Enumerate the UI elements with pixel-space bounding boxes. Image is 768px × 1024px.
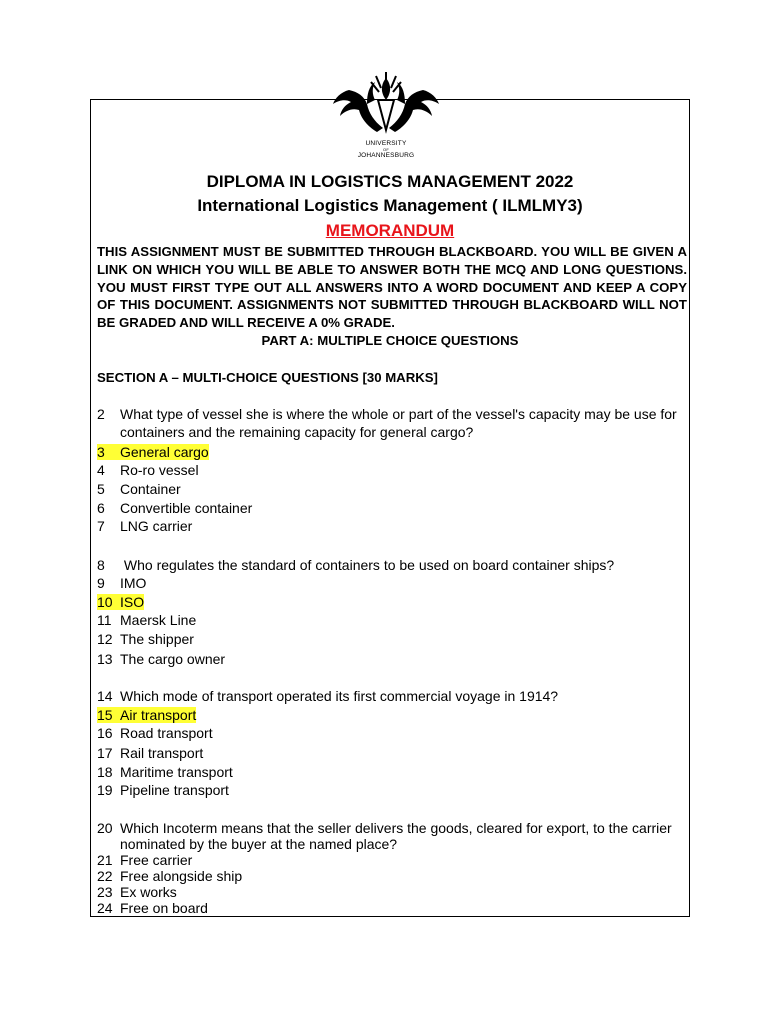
option-item: [97, 611, 687, 629]
option-text-correct: ISO: [120, 594, 145, 610]
option-item: [97, 443, 687, 461]
option-item: [97, 781, 687, 799]
document-title: DIPLOMA IN LOGISTICS MANAGEMENT 2022: [206, 172, 574, 191]
option-text: LNG carrier: [120, 518, 193, 534]
question-item: [97, 687, 687, 705]
option-number: 18: [97, 764, 113, 780]
question-text: Which Incoterm means that the seller delivers the goods, cleared for export, to the carrier nominated by the buyer at the named place?: [120, 820, 672, 852]
question-number: 2: [97, 406, 105, 422]
question-item: [97, 405, 687, 441]
option-number: 13: [97, 651, 113, 667]
option-number: 9: [97, 575, 105, 591]
option-number: 10: [97, 594, 113, 610]
option-item: [97, 900, 687, 916]
option-item: [97, 744, 687, 762]
option-text-correct: General cargo: [120, 444, 209, 460]
option-number: 5: [97, 481, 105, 497]
option-text: Convertible container: [120, 500, 253, 516]
option-item: [97, 884, 687, 900]
question-item: [97, 556, 687, 574]
submission-notice: THIS ASSIGNMENT MUST BE SUBMITTED THROUGH BLACKBOARD. YOU WILL BE GIVEN A LINK ON WHICH YOU WILL BE ABLE TO ANSWER BOTH THE MCQ AND LONG QUESTIONS. YOU MUST FIRST TYPE OUT ALL ANSWERS INTO A WORD DOCUMENT AND KEEP A COPY OF THIS DOCUMENT. ASSIGNMENTS NOT SUBMITTED THROUGH BLACKBOARD WILL NOT BE GRADED AND WILL RECEIVE A 0% GRADE.: [97, 244, 687, 331]
option-text: The shipper: [120, 631, 194, 647]
option-text: Maritime transport: [120, 764, 233, 780]
option-number: 17: [97, 745, 113, 761]
option-text: Road transport: [120, 725, 213, 741]
option-number: 6: [97, 500, 105, 516]
option-text: Pipeline transport: [120, 782, 229, 798]
logo-line-johannesburg: JOHANNESBURG: [357, 152, 415, 159]
university-logo: [328, 70, 444, 170]
option-item: [97, 480, 687, 498]
option-number: 24: [97, 900, 113, 916]
option-item: [97, 763, 687, 781]
option-item: [97, 706, 687, 724]
course-title: International Logistics Management ( ILMLMY3): [197, 196, 583, 215]
question-number: 14: [97, 688, 113, 704]
option-item: [97, 517, 687, 535]
option-number: 21: [97, 852, 113, 868]
option-item: [97, 724, 687, 742]
university-emblem-icon: [331, 70, 441, 140]
option-number: 11: [97, 612, 112, 628]
question-text: Which mode of transport operated its first commercial voyage in 1914?: [120, 688, 559, 704]
section-a-heading: SECTION A – MULTI-CHOICE QUESTIONS [30 MARKS]: [97, 370, 438, 385]
question-text: What type of vessel she is where the whole or part of the vessel's capacity may be use for containers and the remaining capacity for general cargo?: [120, 406, 677, 440]
logo-line-of: OF: [383, 147, 389, 152]
question-item: [97, 820, 687, 852]
option-text: Free carrier: [120, 852, 193, 868]
option-text: IMO: [120, 575, 147, 591]
option-text: Maersk Line: [120, 612, 197, 628]
memorandum-heading: MEMORANDUM: [325, 221, 455, 240]
option-number: 3: [97, 444, 105, 460]
option-number: 19: [97, 782, 113, 798]
option-item: [97, 650, 687, 668]
option-number: 23: [97, 884, 113, 900]
option-number: 12: [97, 631, 113, 647]
option-number: 15: [97, 707, 113, 723]
question-number: 20: [97, 820, 113, 836]
question-number: 8: [97, 557, 105, 573]
option-item: [97, 868, 687, 884]
part-a-heading: PART A: MULTIPLE CHOICE QUESTIONS: [261, 333, 519, 348]
option-item: [97, 461, 687, 479]
option-item: [97, 574, 687, 592]
option-text: Ro-ro vessel: [120, 462, 199, 478]
option-item: [97, 852, 687, 868]
option-number: 4: [97, 462, 105, 478]
option-text: The cargo owner: [120, 651, 226, 667]
option-number: 7: [97, 518, 105, 534]
option-text: Rail transport: [120, 745, 204, 761]
option-text: Container: [120, 481, 181, 497]
option-text: Ex works: [120, 884, 177, 900]
option-text: Free alongside ship: [120, 868, 243, 884]
option-number: 22: [97, 868, 113, 884]
option-item: [97, 593, 687, 611]
option-item: [97, 630, 687, 648]
question-text: Who regulates the standard of containers to be used on board container ships?: [120, 557, 615, 573]
option-text: Free on board: [120, 900, 208, 916]
logo-line-university: UNIVERSITY: [365, 140, 407, 147]
option-text-correct: Air transport: [120, 707, 197, 723]
option-item: [97, 499, 687, 517]
option-number: 16: [97, 725, 113, 741]
